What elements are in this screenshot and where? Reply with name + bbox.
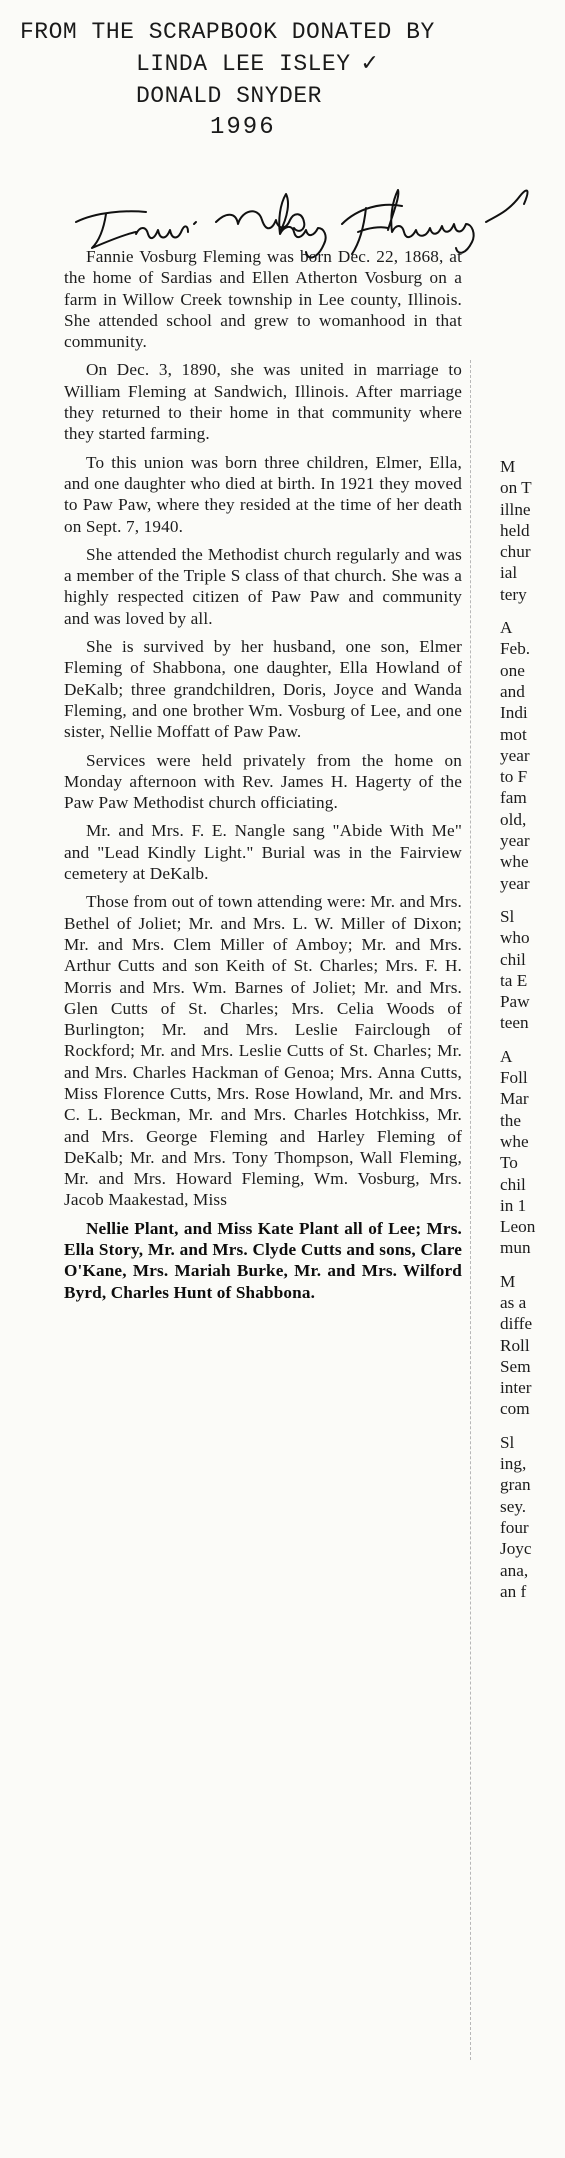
fragment-line: sey. (500, 1496, 527, 1516)
fragment-line: Roll (500, 1335, 530, 1355)
fragment-line: inter (500, 1378, 532, 1398)
fragment-line: Paw (500, 992, 530, 1012)
fragment-gap (500, 1034, 565, 1046)
fragment-line: who (500, 928, 530, 948)
fragment-gap (500, 605, 565, 617)
fragment-line: A (500, 1046, 513, 1066)
fragment-line: A (500, 618, 513, 638)
fragment-line: chil (500, 1174, 526, 1194)
header-line-donated: FROM THE SCRAPBOOK DONATED BY (20, 19, 435, 45)
fragment-line: diffe (500, 1314, 533, 1334)
fragment-line: held (500, 520, 530, 540)
header-line-linda (14, 48, 544, 80)
fragment-line: ial (500, 563, 518, 583)
fragment-line: year (500, 745, 530, 765)
fragment-line: Sem (500, 1356, 531, 1376)
scrapbook-header (14, 16, 544, 144)
fragment-line: in 1 (500, 1195, 527, 1215)
fragment-line: on T (500, 478, 532, 498)
fragment-line: chil (500, 949, 526, 969)
fragment-line: Mar (500, 1089, 529, 1109)
column-divider (470, 360, 472, 2060)
header-year: 1996 (210, 114, 276, 141)
paragraph-church: She attended the Methodist church regularly and was a member of the Triple S class of that church. She was a highly respected citizen of Paw Paw and community and was loved by all. (64, 544, 462, 628)
fragment-line: year (500, 873, 530, 893)
paragraph-survivors: She is survived by her husband, one son, Elmer Fleming of Shabbona, one daughter, Ella Howland of DeKalb; three grandchildren, Doris, Joyce and Wanda Fleming, and one brother Wm. Vosburg of Lee, and one sister, Nellie Moffatt of Paw Paw. (64, 637, 462, 742)
fragment-line: M (500, 457, 516, 476)
paragraph-attendees-continued: Nellie Plant, and Miss Kate Plant all of Lee; Mrs. Ella Story, Mr. and Mrs. Clyde Cutts and sons, Clare O'Kane, Mrs. Mariah Burke, Mr. and Mrs. Wilford Byrd, Charles Hunt of Shabbona. (64, 1218, 462, 1302)
fragment-line: an f (500, 1581, 527, 1601)
fragment-line: fam (500, 788, 527, 808)
fragment-line: year (500, 831, 530, 851)
adjacent-column-fragment (500, 456, 565, 1602)
paragraph-birth: Fannie Vosburg Fleming was born Dec. 22, 1868, at the home of Sardias and Ellen Atherton Vosburg on a farm in Willow Creek township in Lee county, Illinois. She attended school and grew to womanhood in that community. (64, 247, 462, 352)
paragraph-attendees: Those from out of town attending were: Mr. and Mrs. Bethel of Joliet; Mr. and Mrs. L. W. Miller of Dixon; Mr. and Mrs. Clem Miller of Amboy; Mr. and Mrs. Arthur Cutts and son Keith of St. Charles; Mrs. F. H. Morris and Mrs. Wm. Barnes of Joliet; Mr. and Mrs. Glen Cutts of St. Charles; Mrs. Celia Woods of Burlington; Mr. and Mrs. Leslie Fairclough of Rockford; Mr. and Mrs. Leslie Cutts of St. Charles; Mr. and Mrs. Charles Hackman of Genoa; Mrs. Anna Cutts, Miss Florence Cutts, Mrs. Rose Howland, Mr. and Mrs. C. L. Beckman, Mr. and Mrs. Charles Hotchkiss, Mr. and Mrs. George Fleming and Harley Fleming of DeKalb; Mr. and Mrs. Tony Thompson, Wall Fleming, Mr. and Mrs. Howard Fleming, Wm. Vosburg, Mrs. Jacob Maakestad, Miss (64, 892, 462, 1210)
header-line-donald: DONALD SNYDER (136, 83, 322, 109)
fragment-line: M (500, 1271, 516, 1291)
donor-name-linda: LINDA LEE ISLEY (136, 51, 351, 77)
fragment-line: ta E (500, 970, 528, 990)
check-mark-icon: ✓ (360, 51, 380, 76)
paragraph-marriage: On Dec. 3, 1890, she was united in marriage to William Fleming at Sandwich, Illinois. After marriage they returned to their home in that community where they started farming. (64, 360, 462, 444)
fragment-line: the (500, 1110, 521, 1130)
fragment-line: to F (500, 767, 528, 787)
fragment-line: Leon (500, 1217, 536, 1237)
fragment-line: Sl (500, 1432, 515, 1452)
paragraph-children: To this union was born three children, Elmer, Ella, and one daughter who died at birth. In 1921 they moved to Paw Paw, where they resided at the time of her death on Sept. 7, 1940. (64, 452, 462, 536)
fragment-line: old, (500, 809, 527, 829)
fragment-line: Indi (500, 703, 528, 723)
fragment-line: whe (500, 852, 529, 872)
fragment-line: four (500, 1517, 529, 1537)
fragment-line: gran (500, 1475, 531, 1495)
fragment-line: Joyc (500, 1539, 532, 1559)
fragment-line: Sl (500, 906, 515, 926)
fragment-line: mun (500, 1238, 531, 1258)
fragment-line: ana, (500, 1560, 529, 1580)
fragment-line: one (500, 660, 525, 680)
fragment-line: illne (500, 499, 531, 519)
fragment-line: To (500, 1153, 518, 1173)
fragment-line: teen (500, 1013, 529, 1033)
fragment-line: and (500, 681, 525, 701)
fragment-line: chur (500, 542, 531, 562)
fragment-line: tery (500, 584, 527, 604)
obituary-column (64, 246, 462, 1310)
fragment-line: as a (500, 1292, 527, 1312)
fragment-gap (500, 894, 565, 906)
fragment-gap (500, 1420, 565, 1432)
fragment-line: Feb. (500, 639, 531, 659)
fragment-line: mot (500, 724, 527, 744)
paragraph-burial: Mr. and Mrs. F. E. Nangle sang "Abide With Me" and "Lead Kindly Light." Burial was in the Fairview cemetery at DeKalb. (64, 821, 462, 884)
fragment-gap (500, 1259, 565, 1271)
fragment-line: Foll (500, 1068, 528, 1088)
fragment-line: com (500, 1399, 530, 1419)
fragment-line: whe (500, 1131, 529, 1151)
paragraph-services: Services were held privately from the home on Monday afternoon with Rev. James H. Hagerty of the Paw Paw Methodist church officiating. (64, 750, 462, 813)
fragment-line: ing, (500, 1454, 527, 1474)
